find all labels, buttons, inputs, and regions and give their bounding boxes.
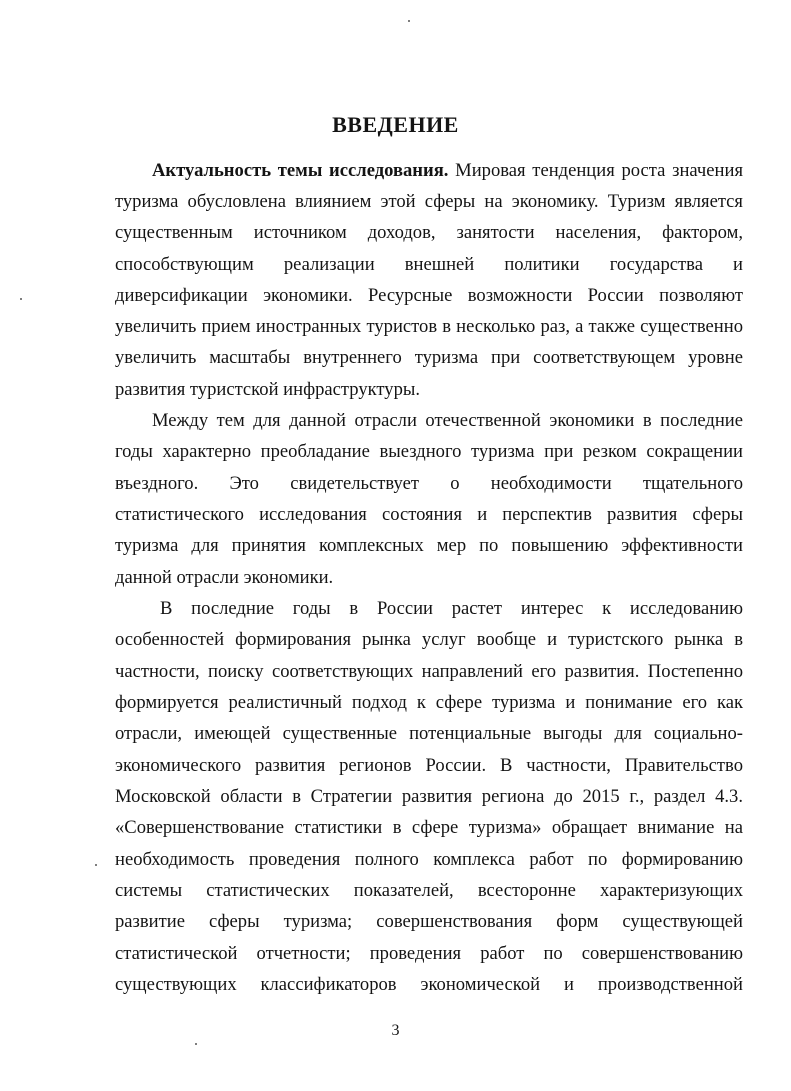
lead-rest-text: Мировая тенденция роста значения xyxy=(448,160,743,181)
page-number: 3 xyxy=(391,1022,400,1039)
paragraph-line: годы характерно преобладание выездного туризма при резком сокращении xyxy=(115,441,743,462)
paragraph-line: данной отрасли экономики. xyxy=(115,567,334,588)
paragraph-line: отрасли, имеющей существенные потенциальные выгоды для социально- xyxy=(115,723,743,744)
paragraph-line: увеличить масштабы внутреннего туризма при соответствующем уровне xyxy=(115,347,743,368)
section-heading: ВВЕДЕНИЕ xyxy=(332,112,459,137)
paragraph-line: развития туристской инфраструктуры. xyxy=(115,379,421,400)
scan-speck xyxy=(408,20,410,22)
paragraph-line: статистической отчетности; проведения работ по совершенствованию xyxy=(115,943,743,964)
paragraph-line: увеличить прием иностранных туристов в несколько раз, а также существенно xyxy=(115,316,743,337)
paragraph-line: В последние годы в России растет интерес к исследованию xyxy=(160,598,743,619)
paragraph-line: формируется реалистичный подход к сфере туризма и понимание его как xyxy=(115,692,743,713)
lead-bold-text: Актуальность темы исследования. xyxy=(152,160,449,181)
paragraph-line: особенностей формирования рынка услуг вообще и туристского рынка в xyxy=(115,629,743,650)
paragraph-line: частности, поиску соответствующих направлений его развития. Постепенно xyxy=(115,661,743,682)
paragraph-line: системы статистических показателей, всесторонне характеризующих xyxy=(115,880,743,901)
paragraph-line: статистического исследования состояния и перспектив развития сферы xyxy=(115,504,743,525)
paragraph-line: туризма обусловлена влиянием этой сферы на экономику. Туризм является xyxy=(115,191,743,212)
scan-speck xyxy=(20,298,22,300)
paragraph-line: экономического развития регионов России. В частности, Правительство xyxy=(115,755,743,776)
scan-speck xyxy=(195,1043,197,1045)
paragraph-line xyxy=(152,155,743,186)
scan-speck xyxy=(95,864,97,866)
paragraph-line: способствующим реализации внешней политики государства и xyxy=(115,254,743,275)
paragraph-line: необходимость проведения полного комплекса работ по формированию xyxy=(115,849,743,870)
paragraph-line: Московской области в Стратегии развития региона до 2015 г., раздел 4.3. xyxy=(115,786,743,807)
paragraph-line: существующих классификаторов экономической и производственной xyxy=(115,974,743,995)
paragraph-line: диверсификации экономики. Ресурсные возможности России позволяют xyxy=(115,285,743,306)
paragraph-line: существенным источником доходов, занятости населения, фактором, xyxy=(115,222,743,243)
paragraph-line: Между тем для данной отрасли отечественной экономики в последние xyxy=(152,410,743,431)
paragraph-line: «Совершенствование статистики в сфере туризма» обращает внимание на xyxy=(115,817,743,838)
paragraph-line: развитие сферы туризма; совершенствования форм существующей xyxy=(115,911,743,932)
paragraph-line: туризма для принятия комплексных мер по повышению эффективности xyxy=(115,535,743,556)
paragraph-line: въездного. Это свидетельствует о необходимости тщательного xyxy=(115,473,743,494)
